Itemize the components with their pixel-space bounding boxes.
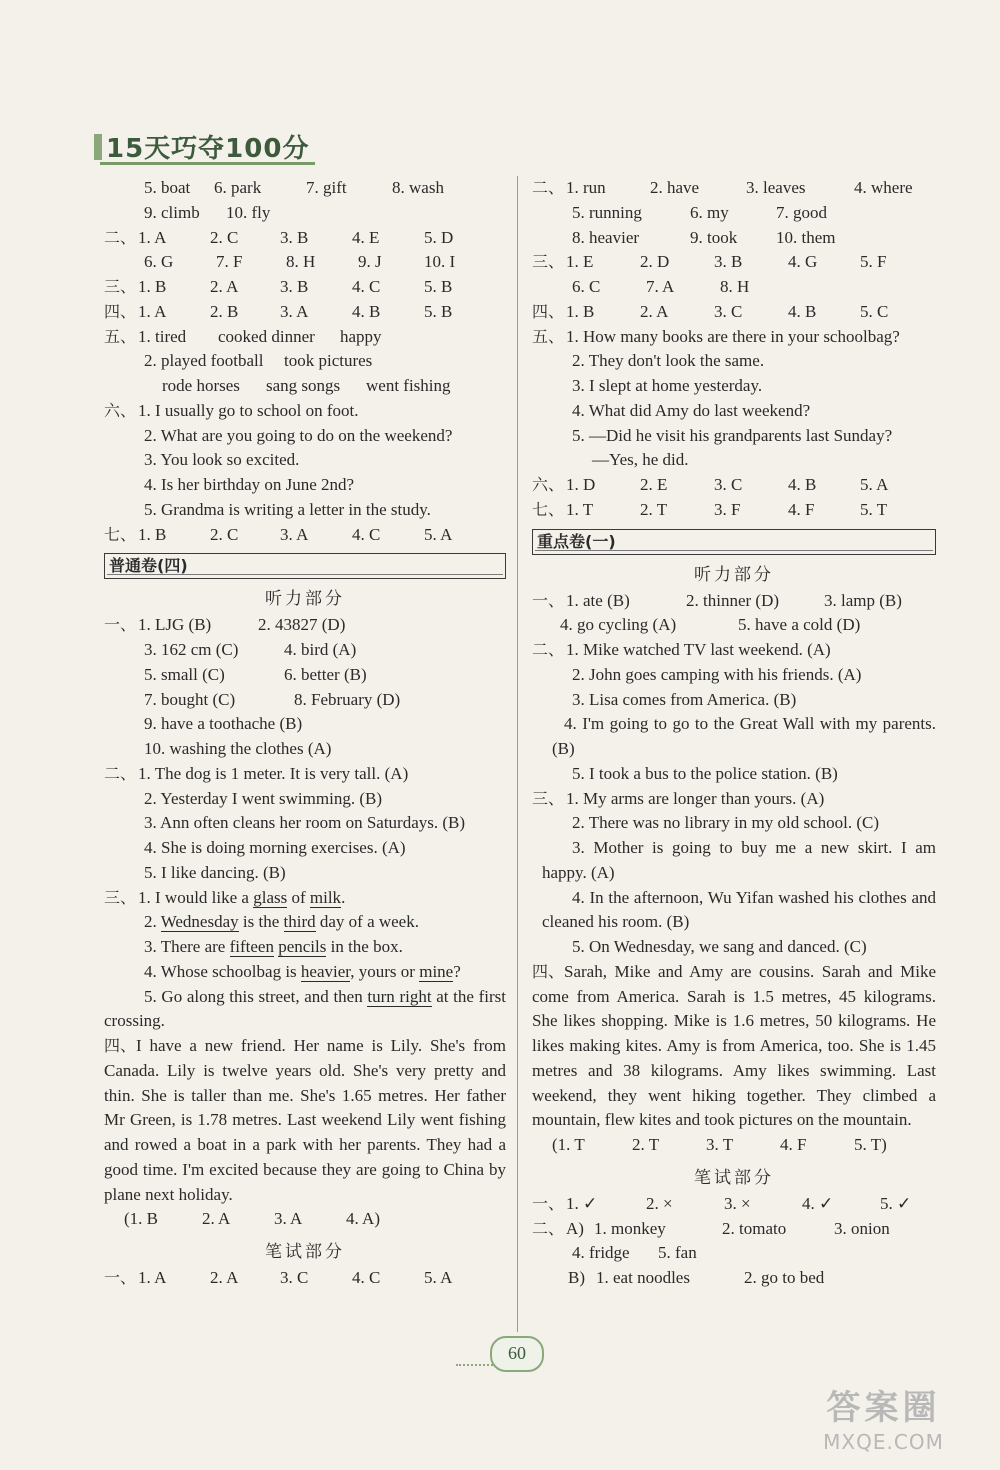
answer-row bbox=[104, 935, 506, 960]
answer-item: 1. A bbox=[138, 1268, 167, 1287]
answer-row bbox=[104, 201, 506, 226]
underlined-word: fifteen bbox=[229, 937, 274, 956]
section-number: 二、 bbox=[104, 227, 137, 247]
answer-sentence: 1. The dog is 1 meter. It is very tall. (A) bbox=[138, 763, 409, 783]
answer-sentence: 4. She is doing morning exercises. (A) bbox=[144, 838, 406, 857]
answer-row bbox=[532, 638, 936, 663]
section-number: 一、 bbox=[104, 615, 137, 635]
answer-item: 5. have a cold (D) bbox=[738, 615, 861, 635]
answer-sentence: —Yes, he did. bbox=[592, 450, 689, 470]
answer-item: 4. G bbox=[788, 252, 818, 272]
subsection-label: B) bbox=[568, 1268, 585, 1287]
underlined-word: heavier bbox=[300, 961, 351, 981]
answer-item: 4. B bbox=[352, 301, 381, 321]
answer-row bbox=[532, 613, 936, 638]
answer-sentence: 2. What are you going to do on the weekend? bbox=[144, 425, 453, 445]
watermark-logo-text: 答案圈 bbox=[826, 1388, 941, 1428]
answer-item: 2. C bbox=[210, 524, 239, 544]
underlined-word: milk bbox=[309, 887, 342, 907]
section-number: 一、 bbox=[532, 590, 565, 610]
answer-item: 7. F bbox=[216, 252, 243, 272]
answer-item: rode horses bbox=[162, 376, 240, 395]
writing-heading: 笔试部分 bbox=[694, 1167, 774, 1188]
section-number: 二、 bbox=[532, 178, 565, 197]
answer-item: 2. thinner (D) bbox=[686, 590, 780, 610]
section-number: 四、 bbox=[104, 301, 137, 321]
answer-item: 1. monkey bbox=[594, 1218, 666, 1238]
answer-item: 3. onion bbox=[834, 1218, 890, 1238]
paper-title-box bbox=[532, 529, 936, 555]
paper-title-box bbox=[104, 553, 506, 579]
answer-row bbox=[104, 638, 506, 663]
answer-item: 1. tired bbox=[138, 326, 187, 346]
answer-item: 8. February (D) bbox=[294, 689, 401, 709]
answer-item: 5. A bbox=[424, 1268, 453, 1287]
answer-item: 8. H bbox=[286, 252, 316, 272]
site-watermark bbox=[781, 1386, 986, 1460]
answer-row bbox=[532, 250, 936, 275]
answer-item: took pictures bbox=[284, 351, 373, 371]
answer-sentence: 2. John goes camping with his friends. (A) bbox=[572, 664, 862, 684]
sentence-part: . bbox=[341, 887, 346, 907]
answer-item: 4. where bbox=[854, 178, 913, 197]
underlined-word: pencils bbox=[278, 937, 327, 956]
sentence-part: of bbox=[287, 887, 310, 907]
answer-row bbox=[104, 886, 506, 911]
column-divider bbox=[517, 176, 518, 1332]
sentence-part: 3. There are bbox=[144, 937, 230, 956]
section-number: 六、 bbox=[104, 400, 137, 420]
answer-sentence: 3. Mother is going to buy me a new skirt. I am happy. (A) bbox=[542, 838, 936, 882]
answer-row bbox=[532, 498, 936, 523]
answer-row bbox=[532, 1192, 936, 1217]
sentence-part: is the bbox=[238, 912, 284, 932]
answer-item: 7. good bbox=[776, 202, 827, 222]
answer-item: 4. A) bbox=[346, 1209, 380, 1229]
answer-item: 10. I bbox=[424, 252, 456, 272]
answer-sentence: 2. Yesterday I went swimming. (B) bbox=[144, 788, 382, 808]
answer-item: 5. ✓ bbox=[880, 1193, 912, 1213]
answer-row bbox=[104, 1207, 506, 1232]
answer-row bbox=[532, 275, 936, 300]
answer-item: 1. LJG (B) bbox=[138, 615, 212, 635]
answer-item: 3. leaves bbox=[746, 178, 806, 197]
page-number: 60 bbox=[490, 1336, 544, 1372]
answer-item: 2. played football bbox=[144, 351, 264, 371]
answer-item: 4. F bbox=[780, 1135, 807, 1154]
answer-item: 6. better (B) bbox=[284, 664, 367, 684]
answer-item: (1. T bbox=[552, 1135, 585, 1154]
left-column bbox=[104, 176, 506, 1291]
answer-item: 1. D bbox=[566, 475, 596, 494]
answer-row bbox=[104, 688, 506, 713]
answer-sentence: 2. They don't look the same. bbox=[572, 351, 765, 371]
answer-item: 2. A bbox=[210, 277, 239, 296]
answer-row bbox=[104, 663, 506, 688]
sentence-part: 4. Whose schoolbag is bbox=[144, 961, 301, 981]
section-number: 四、 bbox=[532, 301, 565, 321]
section-number: 五、 bbox=[104, 326, 137, 346]
section-number: 三、 bbox=[104, 277, 137, 296]
sentence-part: ? bbox=[453, 961, 461, 981]
paper-title: 重点卷(一) bbox=[537, 531, 616, 551]
answer-item: 3. C bbox=[714, 301, 743, 321]
underlined-word: glass bbox=[253, 887, 288, 907]
answer-item: 3. 162 cm (C) bbox=[144, 640, 239, 659]
answer-row bbox=[532, 1241, 936, 1266]
sentence-part: , yours or bbox=[350, 961, 420, 981]
answer-row bbox=[532, 1133, 936, 1158]
answer-item: 9. took bbox=[690, 227, 738, 247]
answer-sentence: 4. I'm going to go to the Great Wall with my parents. (B) bbox=[552, 714, 936, 758]
answer-item: 5. boat bbox=[144, 178, 191, 197]
section-number: 三、 bbox=[532, 788, 565, 808]
answer-item: 3. B bbox=[714, 252, 743, 272]
answer-item: sang songs bbox=[266, 376, 341, 395]
answer-item: 2. T bbox=[632, 1135, 660, 1154]
answer-item: 4. ✓ bbox=[802, 1193, 834, 1213]
answer-row bbox=[104, 985, 506, 1035]
answer-row bbox=[104, 349, 506, 374]
answer-item: 7. gift bbox=[306, 178, 347, 197]
answer-item: 1. B bbox=[138, 277, 167, 296]
answer-item: 9. have a toothache (B) bbox=[144, 714, 303, 734]
sentence-part: 1. I would like a bbox=[138, 887, 254, 907]
answer-item: 3. C bbox=[280, 1268, 309, 1287]
brand-accent-bar bbox=[94, 134, 102, 160]
answer-item: 5. running bbox=[572, 202, 642, 222]
answer-row bbox=[532, 201, 936, 226]
answer-row bbox=[104, 250, 506, 275]
answer-item: 4. C bbox=[352, 524, 381, 544]
answer-row bbox=[104, 325, 506, 350]
subsection-label: A) bbox=[566, 1218, 584, 1238]
answer-item: 4. B bbox=[788, 475, 817, 494]
section-number: 一、 bbox=[532, 1193, 565, 1213]
answer-item: 5. A bbox=[424, 524, 453, 544]
answer-sentence: 3. I slept at home yesterday. bbox=[572, 376, 763, 395]
answer-item: 5. B bbox=[424, 277, 453, 296]
answer-item: 2. E bbox=[640, 475, 668, 494]
answer-sentence: 1. My arms are longer than yours. (A) bbox=[566, 788, 825, 808]
underlined-word: third bbox=[283, 912, 316, 932]
answer-item: 10. them bbox=[776, 227, 836, 247]
section-number: 六、 bbox=[532, 475, 565, 494]
answer-item: 3. A bbox=[280, 524, 309, 544]
answer-item: 3. B bbox=[280, 277, 309, 296]
answer-sentence: 4. In the afternoon, Wu Yifan washed his clothes and cleaned his room. (B) bbox=[542, 887, 936, 932]
answer-row bbox=[532, 1266, 936, 1291]
section-number: 三、 bbox=[532, 252, 565, 272]
answer-item: 2. B bbox=[210, 301, 239, 321]
section-number: 二、 bbox=[104, 763, 137, 783]
answer-item: 6. G bbox=[144, 252, 174, 272]
answer-item: 2. go to bed bbox=[744, 1268, 825, 1287]
answer-row bbox=[104, 275, 506, 300]
answer-item: 10. washing the clothes (A) bbox=[144, 739, 332, 758]
answer-item: 1. A bbox=[138, 227, 167, 247]
listening-heading: 听力部分 bbox=[265, 589, 345, 610]
answer-row bbox=[104, 176, 506, 201]
answer-item: 1. eat noodles bbox=[596, 1268, 690, 1287]
section-number: 七、 bbox=[532, 499, 565, 519]
answer-row bbox=[104, 910, 506, 935]
answer-sentence: 5. I took a bus to the police station. (B) bbox=[572, 763, 838, 783]
answer-row bbox=[532, 300, 936, 325]
answer-item: 4. fridge bbox=[572, 1243, 630, 1263]
section-number: 四、 bbox=[532, 961, 565, 981]
answer-row bbox=[104, 374, 506, 399]
underlined-word: Wednesday bbox=[160, 912, 239, 932]
answer-row bbox=[532, 589, 936, 614]
section-number: 二、 bbox=[532, 640, 565, 659]
answer-sentence: 3. You look so excited. bbox=[144, 450, 300, 470]
answer-sentence: 4. Is her birthday on June 2nd? bbox=[144, 475, 355, 494]
answer-row bbox=[532, 473, 936, 498]
answer-item: 7. bought (C) bbox=[144, 689, 236, 709]
answer-item: 5. F bbox=[860, 252, 887, 272]
underlined-word: mine bbox=[419, 961, 454, 981]
answer-item: 1. run bbox=[566, 178, 606, 197]
answer-item: 9. J bbox=[358, 252, 382, 272]
answer-row bbox=[532, 787, 936, 812]
answer-item: 3. T bbox=[706, 1135, 734, 1154]
answer-item: 3. × bbox=[724, 1193, 751, 1213]
answer-item: 1. A bbox=[138, 301, 167, 321]
answer-item: 5. C bbox=[860, 301, 889, 321]
answer-row bbox=[104, 762, 506, 787]
answer-item: 1. E bbox=[566, 252, 594, 272]
answer-row bbox=[532, 1217, 936, 1242]
answer-item: 2. C bbox=[210, 227, 239, 247]
answer-item: happy bbox=[340, 326, 382, 346]
answer-item: went fishing bbox=[366, 376, 451, 395]
section-number: 五、 bbox=[532, 326, 565, 346]
watermark-url: MXQE.COM bbox=[823, 1430, 944, 1454]
answer-row bbox=[104, 523, 506, 548]
answer-sentence: 5. Grandma is writing a letter in the study. bbox=[144, 499, 431, 519]
answer-row bbox=[104, 226, 506, 251]
answer-item: 1. ate (B) bbox=[566, 590, 630, 610]
section-number: 二、 bbox=[532, 1218, 565, 1238]
answer-item: 5. B bbox=[424, 301, 453, 321]
answer-item: 7. A bbox=[646, 277, 675, 296]
answer-sentence: 4. What did Amy do last weekend? bbox=[572, 400, 811, 420]
answer-row bbox=[104, 960, 506, 985]
answer-item: cooked dinner bbox=[218, 326, 315, 346]
paper-title: 普通卷(四) bbox=[109, 556, 188, 576]
section-number: 三、 bbox=[104, 887, 137, 907]
answer-item: 9. climb bbox=[144, 202, 200, 222]
answer-row bbox=[532, 325, 936, 350]
sentence-part: at the first crossing. bbox=[104, 986, 506, 1031]
answer-item: 2. tomato bbox=[722, 1218, 787, 1238]
section-number: 七、 bbox=[104, 524, 137, 544]
sentence-part: 2. bbox=[144, 912, 161, 932]
passage-text: I have a new friend. Her name is Lily. She's from Canada. Lily is twelve years old. She's very pretty and thin. She is taller than me. She's 1.65 metres. Her father Mr Green, is 1.78 metres. Last weekend Lily went fishing and rowed a boat in a park with her parents. They had a good time. I'm excited because they are going to China by plane next holiday. bbox=[104, 1036, 506, 1204]
answer-item: 10. fly bbox=[226, 202, 271, 222]
answer-item: 2. 43827 (D) bbox=[258, 615, 346, 635]
answer-item: 5. T bbox=[860, 499, 888, 519]
underlined-word: turn right bbox=[367, 986, 432, 1006]
answer-item: 8. H bbox=[720, 277, 750, 296]
answer-item: 4. E bbox=[352, 227, 380, 247]
answer-item: 5. T) bbox=[854, 1135, 887, 1154]
answer-item: 8. heavier bbox=[572, 227, 640, 247]
answer-item: 2. D bbox=[640, 252, 670, 272]
answer-item: 2. T bbox=[640, 499, 668, 519]
answer-item: (1. B bbox=[124, 1209, 158, 1229]
answer-item: 3. A bbox=[274, 1209, 303, 1229]
brand-title: 15天巧夺100分 bbox=[106, 134, 310, 164]
answer-item: 4. go cycling (A) bbox=[560, 615, 677, 635]
answer-sentence: 3. Ann often cleans her room on Saturdays. (B) bbox=[144, 813, 466, 833]
answer-item: 1. B bbox=[566, 301, 595, 321]
answer-row bbox=[104, 399, 506, 424]
answer-item: 3. F bbox=[714, 499, 741, 519]
answer-item: 2. A bbox=[640, 301, 669, 321]
answer-sentence: 1. Mike watched TV last weekend. (A) bbox=[566, 640, 831, 659]
answer-item: 6. C bbox=[572, 277, 601, 296]
answer-item: 1. B bbox=[138, 524, 167, 544]
answer-sentence: 1. I usually go to school on foot. bbox=[138, 400, 359, 420]
section-number: 一、 bbox=[104, 1268, 137, 1287]
answer-item: 4. C bbox=[352, 277, 381, 296]
answer-item: 5. A bbox=[860, 475, 889, 494]
passage-paragraph bbox=[104, 1034, 506, 1207]
answer-item: 5. fan bbox=[658, 1243, 697, 1263]
right-column bbox=[532, 176, 936, 1291]
answer-row bbox=[532, 176, 936, 201]
answer-item: 4. bird (A) bbox=[284, 640, 357, 659]
answer-item: 8. wash bbox=[392, 178, 444, 197]
sentence-part: day of a week. bbox=[315, 912, 419, 932]
answer-item: 1. ✓ bbox=[566, 1193, 598, 1213]
listening-heading: 听力部分 bbox=[694, 564, 774, 585]
answer-item: 3. C bbox=[714, 475, 743, 494]
answer-row bbox=[104, 613, 506, 638]
answer-item: 3. B bbox=[280, 227, 309, 247]
answer-item: 6. park bbox=[214, 178, 262, 197]
answer-item: 3. lamp (B) bbox=[824, 590, 902, 610]
answer-item: 2. × bbox=[646, 1193, 673, 1213]
answer-sentence: 5. On Wednesday, we sang and danced. (C) bbox=[572, 937, 867, 956]
answer-item: 2. have bbox=[650, 178, 700, 197]
answer-item: 5. small (C) bbox=[144, 664, 225, 684]
answer-row bbox=[104, 300, 506, 325]
answer-item: 4. B bbox=[788, 301, 817, 321]
answer-row bbox=[532, 226, 936, 251]
answer-row bbox=[104, 1266, 506, 1291]
section-number: 四、 bbox=[104, 1036, 137, 1055]
writing-heading: 笔试部分 bbox=[265, 1242, 345, 1262]
sentence-part: 5. Go along this street, and then bbox=[144, 986, 368, 1006]
answer-item: 2. A bbox=[210, 1268, 239, 1287]
passage-text: Sarah, Mike and Amy are cousins. Sarah and Mike come from America. Sarah is 1.5 metres, 45 kilograms. She likes shopping. Mike is 1.6 metres, 50 kilograms. He likes making kites. Amy is from America, too. She is 1.45 metres and 38 kilograms. Amy likes swimming. Last weekend, they went hiking together. They climbed a mountain, flew kites and took pictures on the mountain. bbox=[532, 961, 936, 1130]
answer-item: 6. my bbox=[690, 202, 729, 222]
answer-sentence: 5. I like dancing. (B) bbox=[144, 862, 286, 882]
answer-sentence: 3. Lisa comes from America. (B) bbox=[572, 689, 797, 709]
answer-item: 5. D bbox=[424, 227, 454, 247]
passage-paragraph bbox=[532, 960, 936, 1133]
answer-item: 4. F bbox=[788, 499, 815, 519]
answer-sentence: 1. How many books are there in your schoolbag? bbox=[566, 326, 900, 346]
sentence-part: in the box. bbox=[326, 937, 403, 956]
book-brand bbox=[100, 128, 315, 165]
answer-item: 1. T bbox=[566, 499, 594, 519]
answer-item: 4. C bbox=[352, 1268, 381, 1287]
answer-sentence: 5. —Did he visit his grandparents last Sunday? bbox=[572, 425, 893, 445]
answer-sentence: 2. There was no library in my old school. (C) bbox=[572, 813, 880, 833]
answer-item: 2. A bbox=[202, 1209, 231, 1229]
answer-item: 3. A bbox=[280, 301, 309, 321]
